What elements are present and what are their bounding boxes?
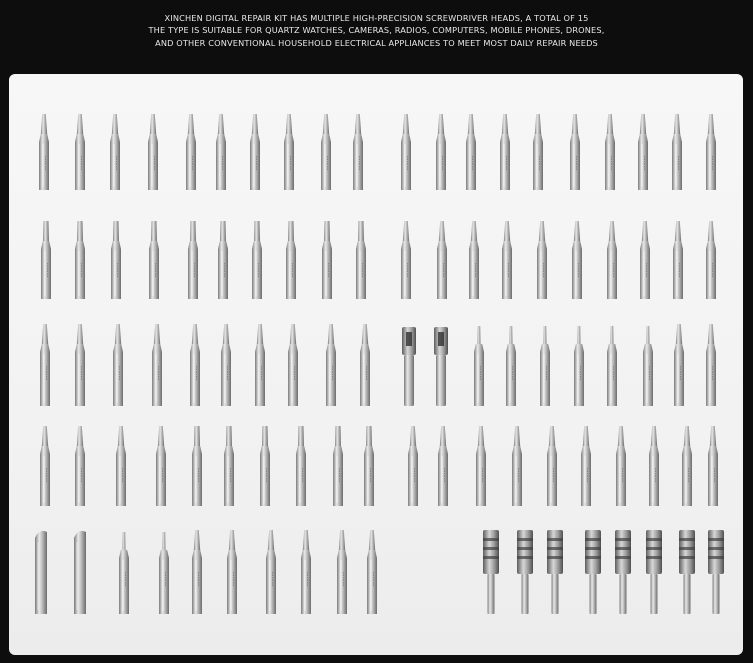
bit-set-image bbox=[9, 74, 743, 655]
star-bit bbox=[649, 426, 659, 506]
phillips-bit bbox=[39, 114, 49, 190]
pin-bit bbox=[574, 326, 584, 406]
star-bit bbox=[476, 426, 486, 506]
torx-bit bbox=[301, 530, 311, 614]
phillips-bit bbox=[186, 114, 196, 190]
socket-bit bbox=[679, 530, 695, 614]
pentalobe-bit bbox=[113, 324, 123, 406]
caption-line-1: XINCHEN DIGITAL REPAIR KIT HAS MULTIPLE HIGH-PRECISION SCREWDRIVER HEADS, A TOTAL OF 15 bbox=[164, 13, 589, 23]
torx-bit bbox=[466, 114, 476, 190]
caption-line-2: THE TYPE IS SUITABLE FOR QUARTZ WATCHES, CAMERAS, RADIOS, COMPUTERS, MOBILE PHONES, DRONES, bbox=[148, 25, 605, 36]
slotted-bit bbox=[218, 221, 228, 299]
socket-bit bbox=[708, 530, 724, 614]
hex-bit bbox=[367, 530, 377, 614]
hex-bit bbox=[607, 221, 617, 299]
hex-bit bbox=[502, 221, 512, 299]
slotted-bit bbox=[286, 221, 296, 299]
y-type-bit bbox=[156, 426, 166, 506]
phillips-bit bbox=[321, 114, 331, 190]
tri-wing-bit bbox=[255, 324, 265, 406]
flat-bit bbox=[364, 426, 374, 506]
pentalobe-bit bbox=[40, 324, 50, 406]
y-type-bit bbox=[75, 426, 85, 506]
pin-bit bbox=[607, 326, 617, 406]
pin-bit bbox=[506, 326, 516, 406]
torx-bit bbox=[500, 114, 510, 190]
slotted-bit bbox=[149, 221, 159, 299]
phillips-bit bbox=[110, 114, 120, 190]
socket-bit bbox=[517, 530, 533, 614]
hex-bit bbox=[469, 221, 479, 299]
flat-bit bbox=[224, 426, 234, 506]
star-bit bbox=[682, 426, 692, 506]
torx-bit bbox=[638, 114, 648, 190]
pin-bit bbox=[474, 326, 484, 406]
torx-bit bbox=[436, 114, 446, 190]
pin-bit bbox=[159, 532, 169, 614]
hex-bit bbox=[437, 221, 447, 299]
pentalobe-bit bbox=[75, 324, 85, 406]
torx-bit bbox=[533, 114, 543, 190]
socket-bit-bit bbox=[434, 327, 448, 406]
phillips-bit bbox=[216, 114, 226, 190]
tri-wing-bit bbox=[288, 324, 298, 406]
socket-bit bbox=[585, 530, 601, 614]
triangle-bit bbox=[706, 324, 716, 406]
spudger-bit bbox=[74, 531, 86, 614]
star-bit bbox=[708, 426, 718, 506]
socket-bit bbox=[646, 530, 662, 614]
torx-bit bbox=[227, 530, 237, 614]
product-photo-panel bbox=[9, 74, 743, 655]
socket-bit bbox=[483, 530, 499, 614]
phillips-bit bbox=[284, 114, 294, 190]
hex-bit bbox=[572, 221, 582, 299]
spudger-bit bbox=[35, 531, 47, 614]
hex-bit bbox=[401, 221, 411, 299]
pin-bit bbox=[540, 326, 550, 406]
hex-bit bbox=[706, 221, 716, 299]
star-bit bbox=[408, 426, 418, 506]
torx-bit bbox=[706, 114, 716, 190]
star-bit bbox=[547, 426, 557, 506]
hex-bit bbox=[337, 530, 347, 614]
slotted-bit bbox=[188, 221, 198, 299]
slotted-bit bbox=[111, 221, 121, 299]
flat-bit bbox=[296, 426, 306, 506]
hex-bit bbox=[640, 221, 650, 299]
pentalobe-bit bbox=[190, 324, 200, 406]
star-bit bbox=[616, 426, 626, 506]
y-type-bit bbox=[116, 426, 126, 506]
flat-bit bbox=[192, 426, 202, 506]
phillips-bit bbox=[75, 114, 85, 190]
torx-bit bbox=[401, 114, 411, 190]
hex-bit bbox=[537, 221, 547, 299]
pin-bit bbox=[119, 532, 129, 614]
slotted-bit bbox=[252, 221, 262, 299]
socket-bit-bit bbox=[402, 327, 416, 406]
pentalobe-bit bbox=[152, 324, 162, 406]
triangle-bit bbox=[674, 324, 684, 406]
torx-bit bbox=[570, 114, 580, 190]
torx-bit bbox=[605, 114, 615, 190]
caption bbox=[0, 12, 753, 49]
y-type-bit bbox=[40, 426, 50, 506]
slotted-bit bbox=[322, 221, 332, 299]
torx-bit bbox=[266, 530, 276, 614]
star-bit bbox=[512, 426, 522, 506]
slotted-bit bbox=[356, 221, 366, 299]
flat-bit bbox=[333, 426, 343, 506]
star-bit bbox=[581, 426, 591, 506]
phillips-bit bbox=[250, 114, 260, 190]
phillips-bit bbox=[148, 114, 158, 190]
slotted-bit bbox=[41, 221, 51, 299]
tri-wing-bit bbox=[360, 324, 370, 406]
caption-line-3: AND OTHER CONVENTIONAL HOUSEHOLD ELECTRICAL APPLIANCES TO MEET MOST DAILY REPAIR NEEDS bbox=[155, 37, 598, 48]
tri-wing-bit bbox=[326, 324, 336, 406]
hex-bit bbox=[673, 221, 683, 299]
pin-bit bbox=[643, 326, 653, 406]
star-bit bbox=[438, 426, 448, 506]
torx-bit bbox=[672, 114, 682, 190]
socket-bit bbox=[615, 530, 631, 614]
flat-bit bbox=[260, 426, 270, 506]
slotted-bit bbox=[75, 221, 85, 299]
torx-bit bbox=[192, 530, 202, 614]
socket-bit bbox=[547, 530, 563, 614]
pentalobe-bit bbox=[221, 324, 231, 406]
phillips-bit bbox=[353, 114, 363, 190]
